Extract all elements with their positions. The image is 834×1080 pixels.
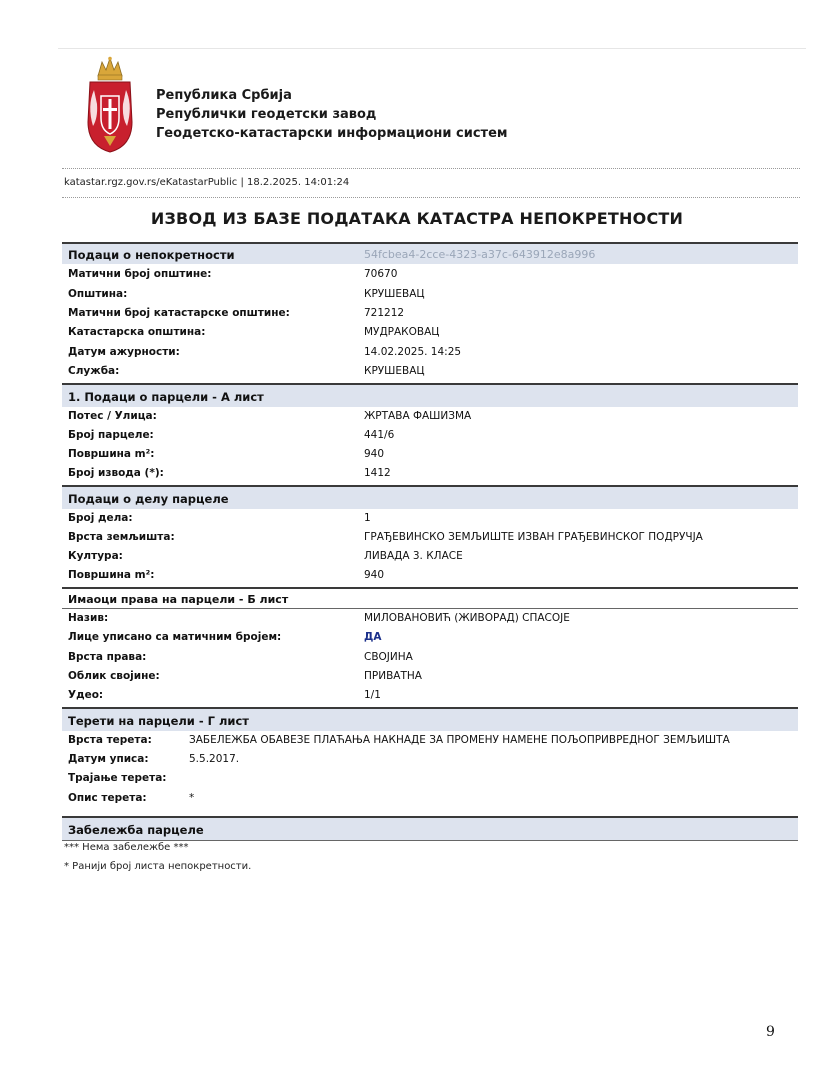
serbian-coat-of-arms-icon (84, 56, 136, 156)
field-label: Опис терета: (68, 792, 147, 804)
table-row (62, 789, 798, 808)
field-value: 1/1 (364, 689, 381, 701)
section-property (62, 242, 798, 264)
table-row (62, 407, 798, 426)
table-row (62, 750, 798, 769)
section-title: 1. Подаци о парцели - А лист (68, 390, 264, 404)
field-value: ЛИВАДА 3. КЛАСЕ (364, 550, 463, 562)
field-label: Удео: (68, 689, 104, 701)
table-row (62, 566, 798, 585)
section-parcel-a-sheet (62, 383, 798, 407)
field-label: Врста права: (68, 651, 147, 663)
section-underline (62, 840, 798, 841)
document-hash: 54fcbea4-2cce-4323-a37c-643912e8a996 (364, 248, 596, 261)
field-value: 721212 (364, 307, 405, 319)
field-value: МУДРАКОВАЦ (364, 326, 440, 338)
field-label: Култура: (68, 550, 123, 562)
field-value: ГРАЂЕВИНСКО ЗЕМЉИШТЕ ИЗВАН ГРАЂЕВИНСКОГ ПОДРУЧЈА (364, 531, 703, 543)
section-title: Забележба парцеле (68, 823, 204, 837)
table-row (62, 362, 798, 381)
section-title: Терети на парцели - Г лист (68, 714, 249, 728)
table-row (62, 628, 798, 647)
document-header (84, 56, 784, 156)
table-row (62, 323, 798, 342)
table-row (62, 304, 798, 323)
field-value: 14.02.2025. 14:25 (364, 346, 462, 358)
table-row (62, 686, 798, 705)
field-label: Назив: (68, 612, 109, 624)
field-value: ЗАБЕЛЕЖБА ОБАВЕЗЕ ПЛАЋАЊА НАКНАДЕ ЗА ПРОМЕНУ НАМЕНЕ ПОЉОПРИВРЕДНОГ ЗЕМЉИШТА (189, 734, 730, 746)
field-label: Лице уписано са матичним бројем: (68, 631, 282, 643)
table-row (62, 648, 798, 667)
field-value: КРУШЕВАЦ (364, 288, 425, 300)
field-value: ПРИВАТНА (364, 670, 422, 682)
table-row (62, 731, 798, 750)
field-label: Служба: (68, 365, 120, 377)
field-label: Облик својине: (68, 670, 160, 682)
table-row (62, 547, 798, 566)
field-label: Површина m²: (68, 569, 155, 581)
section-burdens-g-sheet (62, 707, 798, 731)
field-label: Општина: (68, 288, 128, 300)
no-notes-text: *** Нема забележбе *** (64, 842, 189, 853)
field-value: 1412 (364, 467, 391, 479)
field-value: КРУШЕВАЦ (364, 365, 425, 377)
table-row (62, 509, 798, 528)
field-value: СВОЈИНА (364, 651, 413, 663)
field-label: Површина m²: (68, 448, 155, 460)
field-value: * (189, 792, 195, 804)
page-number: 9 (766, 1024, 775, 1040)
field-label: Врста терета: (68, 734, 152, 746)
field-value: 441/6 (364, 429, 395, 441)
field-value: 940 (364, 569, 385, 581)
field-value: ЖРТАВА ФАШИЗМА (364, 410, 472, 422)
dotted-divider-top (62, 168, 800, 169)
table-row (62, 285, 798, 304)
org-line-3: Геодетско-катастарски информациони систем (156, 126, 508, 141)
field-value: 70670 (364, 268, 398, 280)
field-label: Матични број општине: (68, 268, 212, 280)
top-rule (58, 48, 806, 49)
field-label: Потес / Улица: (68, 410, 157, 422)
table-row (62, 265, 798, 284)
table-row (62, 667, 798, 686)
document-title: ИЗВОД ИЗ БАЗЕ ПОДАТАКА КАТАСТРА НЕПОКРЕТНОСТИ (150, 209, 684, 228)
field-value: 940 (364, 448, 385, 460)
org-line-2: Републички геодетски завод (156, 107, 377, 122)
table-row (62, 343, 798, 362)
issuing-organization (156, 86, 508, 143)
section-parcel-notes (62, 816, 798, 840)
field-value: ДА (364, 631, 382, 643)
section-owners-b-sheet (62, 587, 798, 609)
table-row (62, 528, 798, 547)
field-label: Број дела: (68, 512, 133, 524)
table-row (62, 445, 798, 464)
field-label: Датум уписа: (68, 753, 149, 765)
field-value: МИЛОВАНОВИЋ (ЖИВОРАД) СПАСОЈЕ (364, 612, 570, 624)
field-label: Трајање терета: (68, 772, 167, 784)
source-url-timestamp: katastar.rgz.gov.rs/eKatastarPublic | 18.2.2025. 14:01:24 (64, 177, 350, 188)
field-label: Број извода (*): (68, 467, 164, 479)
dotted-divider-bottom (62, 197, 800, 198)
section-title: Имаоци права на парцели - Б лист (68, 593, 289, 606)
table-row (62, 426, 798, 445)
section-parcel-part (62, 485, 798, 509)
section-title: Подаци о непокретности (68, 248, 235, 262)
field-label: Број парцеле: (68, 429, 154, 441)
field-value: 5.5.2017. (189, 753, 240, 765)
org-line-1: Република Србија (156, 88, 292, 103)
table-row (62, 769, 798, 788)
table-row (62, 609, 798, 628)
field-label: Матични број катастарске општине: (68, 307, 290, 319)
footnote: * Ранији број листа непокретности. (64, 861, 252, 872)
field-value: 1 (364, 512, 371, 524)
field-label: Датум ажурности: (68, 346, 180, 358)
field-label: Врста земљишта: (68, 531, 175, 543)
table-row (62, 464, 798, 483)
field-label: Катастарска општина: (68, 326, 206, 338)
section-title: Подаци о делу парцеле (68, 492, 229, 506)
